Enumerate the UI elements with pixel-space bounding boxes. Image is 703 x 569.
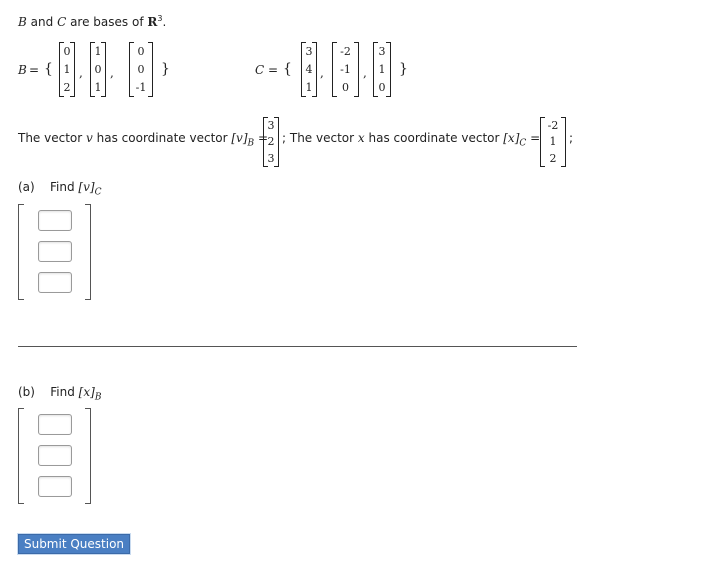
matrix-entry: 3 [267,152,275,166]
statement-semicolon: ; [282,131,287,145]
matrix-entry: 1 [94,44,102,58]
part-b-subscript: B [94,392,102,403]
matrix-entry: 1 [94,81,102,95]
part-a-answer-3[interactable] [38,272,72,293]
basis-b-close-brace: } [161,61,170,77]
v-coord-vector [263,117,279,167]
basis-b-open-brace: { [44,61,53,77]
basis-b-vector-3 [129,42,153,97]
v-coord-label: [v] [231,131,248,145]
basis-c-name: C [57,15,67,29]
header-period: . [162,15,167,29]
v-equals: = [257,131,269,145]
part-b-left-bracket [18,408,24,504]
vector-x-symbol: x [357,131,365,145]
header-and: and [30,15,54,29]
statement-has-coord: has coordinate vector [96,131,228,145]
part-b-target: [x] [78,385,95,399]
x-coord-subscript: C [519,138,527,149]
comma: , [79,66,83,80]
real-space-symbol: R [147,15,158,29]
matrix-entry: 2 [267,135,275,149]
real-space-exponent: 3 [157,14,163,23]
matrix-entry: -1 [135,81,147,95]
part-a-answer-2[interactable] [38,241,72,262]
header-line [18,14,166,29]
matrix-entry: 3 [378,44,386,58]
matrix-entry: -2 [547,118,559,132]
statement-has-coord-2: has coordinate vector [368,131,500,145]
basis-b-vector-2 [90,42,106,97]
basis-c-label: C [255,63,265,77]
basis-b-equals: = [29,63,40,77]
matrix-entry: 0 [137,62,145,76]
matrix-entry: 0 [378,81,386,95]
part-a-find: Find [49,180,75,194]
statement-end: ; [569,131,574,145]
basis-b-label: B [18,63,27,77]
matrix-entry: 2 [63,81,71,95]
part-b-right-bracket [85,408,91,504]
part-a-label: (a) [18,180,35,194]
matrix-entry: 0 [94,62,102,76]
matrix-entry: 0 [342,81,349,95]
matrix-entry: -1 [340,62,351,76]
matrix-entry: 0 [63,44,71,58]
basis-c-vector-2 [332,42,359,97]
part-a-subscript: C [94,187,102,198]
part-a-answer-1[interactable] [38,210,72,231]
part-b-label: (b) [18,385,35,399]
basis-c-equals: = [268,63,279,77]
basis-b-name: B [18,15,27,29]
matrix-entry: 3 [305,44,313,58]
x-coord-label: [x] [503,131,520,145]
basis-c-close-brace: } [399,61,408,77]
matrix-entry: 4 [305,62,313,76]
v-coord-subscript: B [247,138,255,149]
matrix-entry: 1 [305,81,313,95]
matrix-entry: 1 [63,62,71,76]
part-a-right-bracket [85,204,91,300]
part-a-left-bracket [18,204,24,300]
part-b-answer-3[interactable] [38,476,72,497]
comma: , [363,66,367,80]
submit-question-button[interactable]: Submit Question [18,534,130,554]
x-coord-vector [540,117,566,167]
matrix-entry: 3 [267,118,275,132]
basis-c-vector-1 [301,42,317,97]
matrix-entry: 0 [137,44,145,58]
vector-v-symbol: v [86,131,93,145]
matrix-entry: 1 [549,135,557,149]
basis-b-vector-1 [59,42,75,97]
part-b-find: Find [50,385,75,399]
basis-c-open-brace: { [283,61,292,77]
statement-prefix-x: The vector [289,131,355,145]
comma: , [320,66,324,80]
x-equals: = [530,131,541,145]
header-are-bases: are bases of [70,15,144,29]
part-b-answer-1[interactable] [38,414,72,435]
section-divider [18,346,577,347]
part-a-target: [v] [78,180,95,194]
matrix-entry: -2 [340,44,351,58]
statement-prefix-v: The vector [18,131,83,145]
matrix-entry: 1 [378,62,386,76]
comma: , [110,66,114,80]
basis-c-vector-3 [373,42,391,97]
part-b-answer-2[interactable] [38,445,72,466]
matrix-entry: 2 [549,152,557,166]
